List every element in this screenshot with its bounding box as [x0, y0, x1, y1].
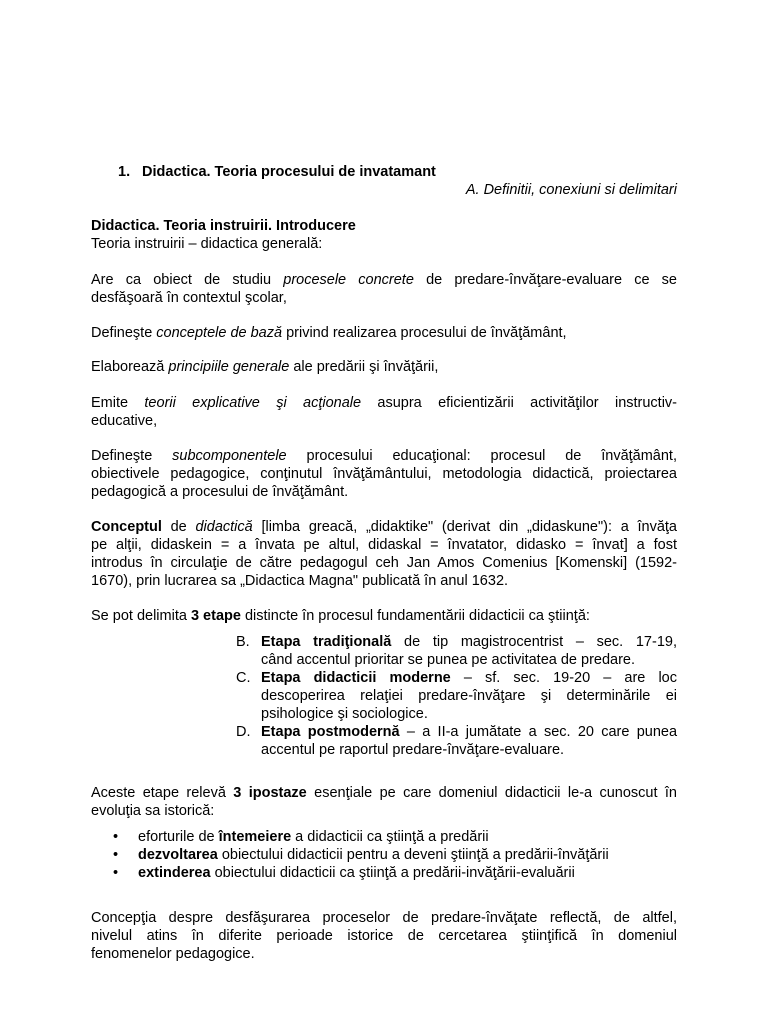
stage-letter: B.: [236, 634, 250, 650]
p2-italic: conceptele de bază: [156, 325, 283, 341]
p8-bold: 3 ipostaze: [233, 785, 307, 801]
p5-line3: pedagogică a procesului de învăţământ.: [91, 484, 349, 500]
p8-text-c: esenţiale pe care domeniul didacticii le-a cunoscut în: [306, 785, 677, 801]
stage-text-line2: când accentul prioritar se punea pe activitatea de predare.: [261, 652, 636, 668]
stage-item: [236, 723, 677, 759]
p3-text-a: Elaborează: [91, 359, 169, 375]
stage-text: – a II-a jumătate a sec. 20 care punea: [399, 724, 678, 740]
subheading-letter: A.: [465, 182, 480, 198]
chapter-number: 1.: [118, 164, 131, 180]
stage-item: [236, 669, 677, 723]
paragraph-hypostases: [91, 784, 677, 820]
p9-line3: fenomenelor pedagogice.: [91, 946, 255, 962]
list-item: [113, 864, 677, 882]
p6-italic: didactică: [195, 519, 253, 535]
p6-text-a: de: [161, 519, 196, 535]
stage-text: – sf. sec. 19-20 – are loc: [450, 670, 677, 686]
p5-text-c: procesului educaţional: procesul de învăţământ,: [286, 448, 677, 464]
paragraph-concept-origin: [91, 518, 677, 590]
stage-text-line2: accentul pe raportul predare-învăţare-evaluare.: [261, 742, 565, 758]
section-title: Didactica. Teoria instruirii. Introducere: [91, 218, 356, 234]
chapter-title: Didactica. Teoria procesului de invatamant: [142, 164, 436, 180]
stages-list: [236, 633, 677, 759]
p5-line2: obiectivele pedagogice, conţinutul învăţământului, metodologia didactică, proiectarea: [91, 466, 677, 482]
p1-text-a: Are ca obiect de studiu: [91, 272, 284, 288]
paragraph-object: [91, 271, 677, 307]
p6-line2: pe alţii, didaskein = a învata pe altul, didaskal = învatator, didasko = învat] a fost: [91, 537, 677, 553]
p2-text-a: Defineşte: [91, 325, 157, 341]
p4-text-a: Emite: [91, 395, 145, 411]
bullet-icon: •: [113, 847, 119, 863]
p4-line2: educative,: [91, 413, 158, 429]
bullet-icon: •: [113, 829, 119, 845]
stage-text: de tip magistrocentrist – sec. 17-19,: [391, 634, 677, 650]
stage-item: [236, 633, 677, 669]
bullet-bold: dezvoltarea: [138, 847, 218, 863]
stage-text-line2: descoperirea relaţiei predare-învăţare şi determinările ei: [261, 688, 677, 704]
p4-text-c: asupra eficientizării activităţilor instructiv-: [361, 395, 678, 411]
section-title-block: [91, 217, 677, 253]
list-item: [113, 828, 677, 846]
bullet-text-c: obiectului didacticii ca ştiinţă a predării-invăţării-evaluării: [210, 865, 575, 881]
paragraph-theories: [91, 394, 677, 430]
stage-title: Etapa tradiţională: [261, 634, 392, 650]
p6-text-b: [limba greacă, „didaktike" (derivat din „didaskune"): a învăţa: [252, 519, 677, 535]
stage-title: Etapa postmodernă: [261, 724, 400, 740]
p4-italic: teorii explicative şi acţionale: [144, 395, 362, 411]
p5-italic: subcomponentele: [172, 448, 287, 464]
stage-title: Etapa didacticii moderne: [261, 670, 451, 686]
bullet-bold: extinderea: [138, 865, 211, 881]
p2-text-c: privind realizarea procesului de învăţământ,: [282, 325, 567, 341]
bullet-text-c: a didacticii ca ştiinţă a predării: [291, 829, 489, 845]
p8-text-a: Aceste etape relevă: [91, 785, 234, 801]
p3-italic: principiile generale: [168, 359, 290, 375]
bullet-text-a: eforturile de: [138, 829, 219, 845]
paragraph-conception: [91, 909, 677, 963]
paragraph-principles: [91, 358, 677, 376]
chapter-heading: [118, 163, 436, 181]
p1-line2: desfăşoară în contextul şcolar,: [91, 290, 287, 306]
bullet-text-c: obiectului didacticii pentru a deveni ştiinţă a predării-învăţării: [217, 847, 609, 863]
stage-letter: C.: [236, 670, 251, 686]
paragraph-subcomponents: [91, 447, 677, 501]
p6-bold: Conceptul: [91, 519, 162, 535]
bullet-bold: întemeiere: [218, 829, 292, 845]
p1-italic: procesele concrete: [283, 272, 414, 288]
subheading-text: Definitii, conexiuni si delimitari: [483, 182, 677, 198]
p8-line2: evoluţia sa istorică:: [91, 803, 215, 819]
bullet-icon: •: [113, 865, 119, 881]
subheading: [462, 181, 677, 199]
list-item: [113, 846, 677, 864]
p7-bold: 3 etape: [190, 608, 241, 624]
stage-text-line3: psihologice şi sociologice.: [261, 706, 428, 722]
stage-letter: D.: [236, 724, 251, 740]
p6-line4: 1670), prin lucrarea sa „Didactica Magna" publicată în anul 1632.: [91, 573, 509, 589]
hypostases-list: [113, 828, 677, 882]
p7-text-a: Se pot delimita: [91, 608, 191, 624]
p1-text-c: de predare-învăţare-evaluare ce se: [413, 272, 677, 288]
p9-line2: nivelul atins în diferite perioade istorice de cercetarea ştiinţifică în domeniul: [91, 928, 677, 944]
section-subtitle: Teoria instruirii – didactica generală:: [91, 236, 323, 252]
paragraph-three-stages: [91, 607, 677, 625]
p6-line3: introdus în circulaţie de către pedagogul ceh Jan Amos Comenius [Komenski] (1592-: [91, 555, 677, 571]
p5-text-a: Defineşte: [91, 448, 173, 464]
p3-text-c: ale predării şi învăţării,: [289, 359, 439, 375]
p9-line1: Concepţia despre desfăşurarea proceselor de predare-învăţate reflectă, de altfel,: [91, 910, 677, 926]
paragraph-concepts: [91, 324, 677, 342]
p7-text-c: distincte în procesul fundamentării didacticii ca ştiinţă:: [240, 608, 590, 624]
